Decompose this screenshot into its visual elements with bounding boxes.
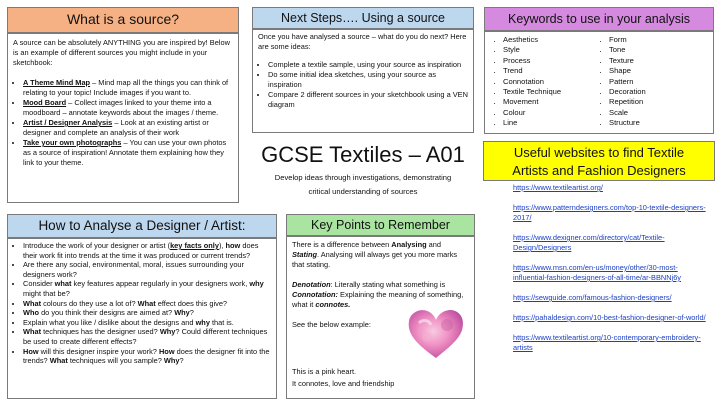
keyword-item: • Shape bbox=[609, 66, 709, 76]
text-run: What bbox=[23, 327, 42, 337]
source-title: What is a source? bbox=[66, 11, 180, 27]
text-run: effect does this give? bbox=[155, 298, 228, 308]
example-text: See the below example: bbox=[292, 320, 371, 329]
keyword-item: • Aesthetics bbox=[503, 35, 603, 45]
text-run: : Literally stating what something is bbox=[330, 280, 446, 289]
text-run: key facts only bbox=[170, 241, 219, 250]
analyse-list bbox=[13, 241, 271, 366]
heart-caption-2: It connotes, love and friendship bbox=[292, 379, 395, 388]
text-run: What bbox=[137, 298, 156, 308]
keywords-title: Keywords to use in your analysis bbox=[507, 12, 691, 26]
text-run: How bbox=[23, 346, 39, 356]
source-item bbox=[23, 138, 233, 168]
text-run: ? Could different techniques be used to create different effects? bbox=[23, 327, 268, 346]
websites-list bbox=[513, 183, 709, 353]
text-run: does their work fit into trends at the time it was produced or current trends? bbox=[23, 241, 259, 260]
website-link[interactable]: https://www.patterndesigners.com/top-10-textile-designers-2017/ bbox=[513, 203, 706, 222]
text-run: might that be? bbox=[23, 288, 70, 298]
next-steps-list bbox=[258, 60, 468, 110]
source-item-text: – You can use your own photos as a source of inspiration! Annotate them explaining how they link to your theme. bbox=[23, 138, 227, 167]
keyword-item: • Style bbox=[503, 45, 603, 55]
keywords-panel bbox=[484, 31, 714, 134]
website-link[interactable]: https://sewguide.com/famous-fashion-designers/ bbox=[513, 293, 672, 302]
keyword-item: • Movement bbox=[503, 97, 603, 107]
text-run: techniques has the designer used? bbox=[41, 327, 160, 337]
source-item-text: – Look at an existing artist or designer and complete an analysis of their work bbox=[23, 118, 209, 137]
website-link[interactable]: https://www.textileartist.org/ bbox=[513, 183, 603, 192]
keyword-item: • Repetition bbox=[609, 97, 709, 107]
keyword-item: • Scale bbox=[609, 108, 709, 118]
next-step-item: • Complete a textile sample, using your source as inspiration bbox=[268, 60, 468, 70]
keyword-item: • Decoration bbox=[609, 87, 709, 97]
keyword-item: • Line bbox=[503, 118, 603, 128]
text-run: Introduce the work of your designer or artist ( bbox=[23, 241, 171, 250]
text-run: do you think their designs are aimed at? bbox=[39, 308, 175, 318]
text-run: What bbox=[23, 298, 42, 308]
text-run: Stating bbox=[292, 250, 318, 259]
source-item-label: Mood Board bbox=[23, 98, 67, 107]
next-step-item: • Compare 2 different sources in your sketchbook using a VEN diagram bbox=[268, 90, 468, 110]
text-run: does the designer fit into the trends? bbox=[23, 346, 270, 366]
analyse-panel bbox=[7, 238, 277, 399]
analyse-item bbox=[23, 327, 271, 346]
text-run: Connotation: bbox=[292, 290, 338, 299]
next-steps-title: Next Steps…. Using a source bbox=[281, 11, 445, 25]
analyse-item bbox=[23, 241, 271, 260]
next-steps-intro: Once you have analysed a source – what do you do next? Here are some ideas: bbox=[258, 32, 467, 51]
next-steps-header bbox=[252, 7, 474, 29]
key-points-header bbox=[286, 214, 475, 236]
keyword-item: • Connotation bbox=[503, 77, 603, 87]
text-run: Are there any social, environmental, moral, issues surrounding your designers work? bbox=[23, 260, 245, 279]
text-run: why bbox=[195, 317, 210, 327]
analysing-vs-stating-text bbox=[292, 240, 469, 270]
keyword-item: • Form bbox=[609, 35, 709, 45]
text-run: There is a difference between bbox=[292, 240, 392, 249]
websites-header bbox=[483, 141, 715, 181]
source-item-label: A Theme Mind Map bbox=[23, 78, 91, 87]
text-run: Why bbox=[174, 308, 190, 318]
website-link[interactable]: https://www.textileartist.org/10-contemporary-embroidery-artists bbox=[513, 333, 701, 352]
text-run: and bbox=[426, 240, 442, 249]
heart-caption-1: This is a pink heart. bbox=[292, 367, 357, 376]
analyse-item bbox=[23, 308, 271, 318]
text-run: what bbox=[54, 279, 72, 289]
text-run: Analysing bbox=[391, 240, 427, 249]
keyword-item: • Process bbox=[503, 56, 603, 66]
analyse-item bbox=[23, 279, 271, 298]
text-run: What bbox=[49, 356, 68, 366]
text-run: ), bbox=[218, 241, 226, 250]
text-run: Who bbox=[23, 308, 40, 318]
source-item-text: – Collect images linked to your theme into a moodboard – annotate keywords about the images / theme. bbox=[23, 98, 219, 117]
analyse-title: How to Analyse a Designer / Artist: bbox=[38, 218, 246, 233]
analyse-header bbox=[7, 214, 277, 238]
text-run: key features appear regularly in your designers work, bbox=[71, 279, 250, 289]
text-run: Denotation bbox=[292, 280, 331, 289]
text-run: . Analysing will always get you more marks that stating. bbox=[292, 250, 458, 269]
source-item-label: Take your own photographs bbox=[23, 138, 122, 147]
keyword-item: • Pattern bbox=[609, 77, 709, 87]
pink-heart-image bbox=[405, 305, 467, 361]
keyword-item: • Trend bbox=[503, 66, 603, 76]
websites-title-line-1: Useful websites to find Textile bbox=[513, 145, 685, 160]
page-title: GCSE Textiles – A01 bbox=[261, 142, 465, 167]
website-link[interactable]: https://pahaldesign.com/10-best-fashion-designer-of-world/ bbox=[513, 313, 706, 322]
source-list bbox=[13, 78, 233, 168]
text-run: that is. bbox=[209, 317, 234, 327]
text-run: ? bbox=[179, 356, 184, 366]
text-run: how bbox=[225, 241, 241, 250]
source-item-text: – Mind map all the things you can think of relating to your topic! Include images if you want to. bbox=[23, 78, 229, 97]
text-run: why bbox=[249, 279, 264, 289]
objective-line-1: Develop ideas through investigations, demonstrating bbox=[274, 173, 452, 182]
text-run: Why bbox=[159, 327, 176, 337]
websites-title-line-2: Artists and Fashion Designers bbox=[512, 163, 686, 178]
objective-line-2: critical understanding of sources bbox=[308, 187, 418, 196]
text-run: Explain what you like / dislike about the designs and bbox=[23, 317, 196, 327]
source-item bbox=[23, 78, 233, 98]
keyword-item: • Tone bbox=[609, 45, 709, 55]
source-item-label: Artist / Designer Analysis bbox=[23, 118, 113, 127]
key-points-panel bbox=[286, 236, 475, 399]
analyse-item bbox=[23, 318, 271, 328]
next-steps-panel bbox=[252, 29, 474, 133]
keywords-column-2 bbox=[595, 35, 709, 129]
website-link[interactable]: https://www.dexigner.com/directory/cat/Textile-Design/Designers bbox=[513, 233, 665, 252]
website-link[interactable]: https://www.msn.com/en-us/money/other/30-most-influential-fashion-designers-of-all-time/ar-BBNNj6y bbox=[513, 263, 681, 282]
analyse-item bbox=[23, 347, 271, 366]
source-item bbox=[23, 118, 233, 138]
keyword-item: • Structure bbox=[609, 118, 709, 128]
keywords-header bbox=[484, 7, 714, 31]
analyse-item bbox=[23, 299, 271, 309]
key-points-title: Key Points to Remember bbox=[311, 218, 450, 232]
analyse-item bbox=[23, 260, 271, 279]
text-run: Explaining the meaning of something, what it bbox=[292, 290, 464, 309]
keyword-item: • Textile Technique bbox=[503, 87, 603, 97]
websites-panel bbox=[507, 181, 715, 399]
denotation-text bbox=[292, 280, 469, 290]
source-panel bbox=[7, 33, 239, 203]
text-run: connotes. bbox=[315, 300, 351, 309]
keyword-item: • Texture bbox=[609, 56, 709, 66]
next-step-item: • Do some initial idea sketches, using your source as inspiration bbox=[268, 70, 468, 90]
source-intro: A source can be absolutely ANYTHING you are inspired by! Below is an example of different sources you might include in your sketchbook: bbox=[13, 38, 230, 67]
source-header bbox=[7, 7, 239, 33]
text-run: will this designer inspire your work? bbox=[38, 346, 159, 356]
keyword-item: • Colour bbox=[503, 108, 603, 118]
text-run: How bbox=[158, 346, 175, 356]
source-item bbox=[23, 98, 233, 118]
text-run: ? bbox=[189, 308, 194, 318]
keywords-column-1 bbox=[489, 35, 603, 129]
text-run: Why bbox=[163, 356, 180, 366]
text-run: colours do they use a lot of? bbox=[41, 298, 138, 308]
text-run: Consider bbox=[23, 279, 55, 289]
text-run: techniques will you sample? bbox=[67, 356, 164, 366]
